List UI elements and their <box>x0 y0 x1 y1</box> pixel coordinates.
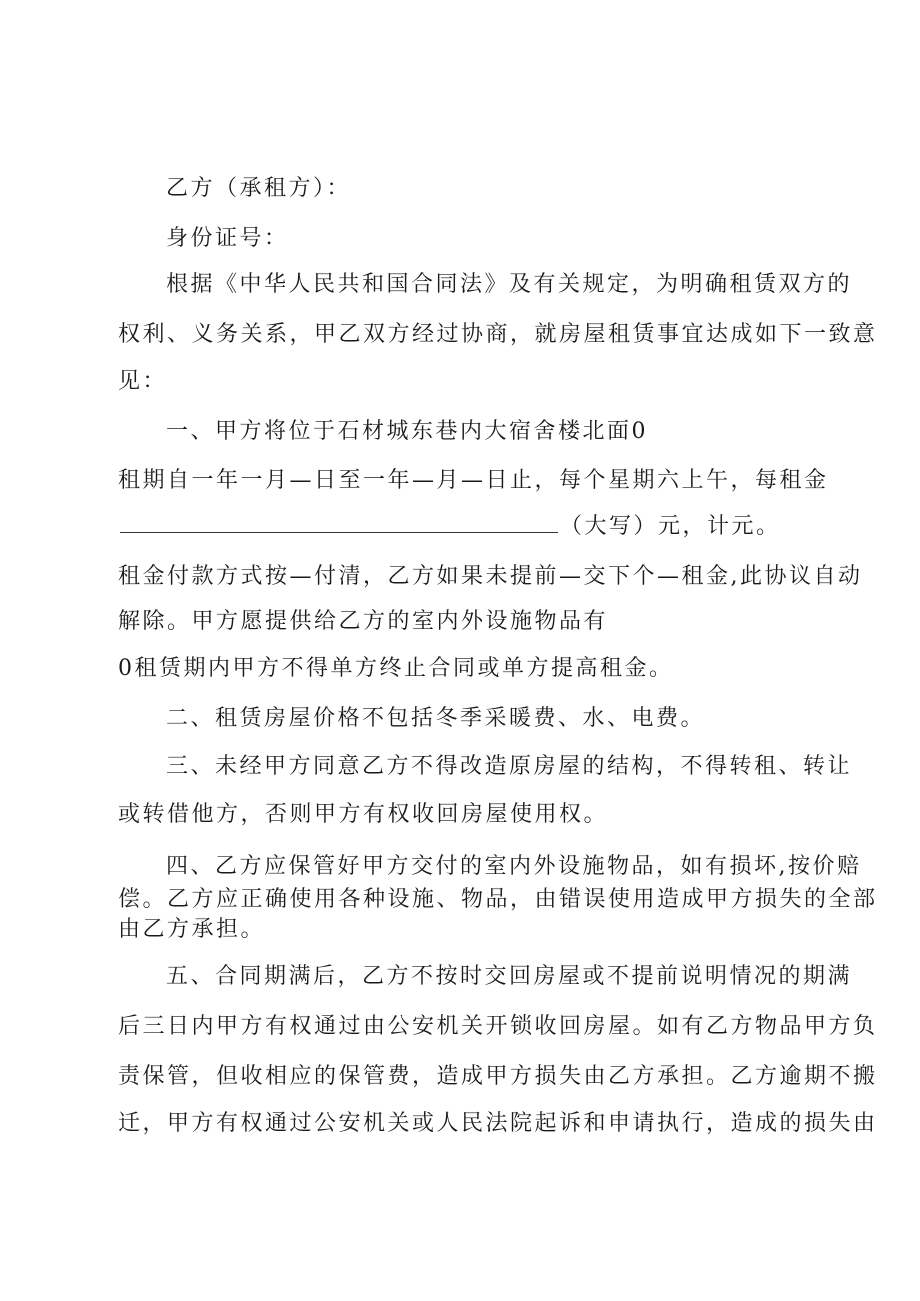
clause4-line-2: 偿。乙方应正确使用各种设施、物品，由错误使用造成甲方损失的全部 <box>118 887 878 912</box>
clause4-line-3: 由乙方承担。 <box>118 917 266 942</box>
clause3-line-1: 三、未经甲方同意乙方不得改造原房屋的结构，不得转租、转让 <box>166 754 853 779</box>
clause1-line-5: 解除。甲方愿提供给乙方的室内外设施物品有 <box>118 609 609 634</box>
party-b-label: 乙方（承租方）： <box>166 176 352 201</box>
clause4-line-1: 四、乙方应保管好甲方交付的室内外设施物品，如有损坏,按价赔 <box>166 854 862 879</box>
clause2-line-1: 二、租赁房屋价格不包括冬季采暖费、水、电费。 <box>166 706 706 731</box>
clause1-line-1: 一、甲方将位于石材城东巷内大宿舍楼北面0 <box>166 419 648 444</box>
rent-amount-blank <box>120 512 558 533</box>
intro-line-1: 根据《中华人民共和国合同法》及有关规定，为明确租赁双方的 <box>166 272 853 297</box>
clause1-line-2: 租期自一年一月—日至一年—月—日止，每个星期六上午，每租金 <box>118 468 829 493</box>
id-number-label: 身份证号： <box>166 226 289 251</box>
clause3-line-2: 或转借他方，否则甲方有权收回房屋使用权。 <box>118 802 609 827</box>
clause5-line-2: 后三日内甲方有权通过由公安机关开锁收回房屋。如有乙方物品甲方负 <box>118 1014 878 1039</box>
clause1-line-6: 0租赁期内甲方不得单方终止合同或单方提高租金。 <box>118 656 674 681</box>
clause1-line-3 <box>120 512 830 542</box>
clause5-line-1: 五、合同期满后，乙方不按时交回房屋或不提前说明情况的期满 <box>166 964 853 989</box>
clause5-line-3: 责保管，但收相应的保管费，造成甲方损失由乙方承担。乙方逾期不搬 <box>118 1064 878 1089</box>
intro-line-3: 见： <box>118 369 168 394</box>
clause5-line-4: 迁，甲方有权通过公安机关或人民法院起诉和申请执行，造成的损失由 <box>118 1111 878 1136</box>
clause1-line-4: 租金付款方式按—付清，乙方如果未提前—交下个—租金,此协议自动 <box>118 564 863 589</box>
clause1-line-3-text: （大写）元，计元。 <box>560 514 781 539</box>
intro-line-2: 权利、义务关系，甲乙双方经过协商，就房屋租赁事宜达成如下一致意 <box>118 322 878 347</box>
